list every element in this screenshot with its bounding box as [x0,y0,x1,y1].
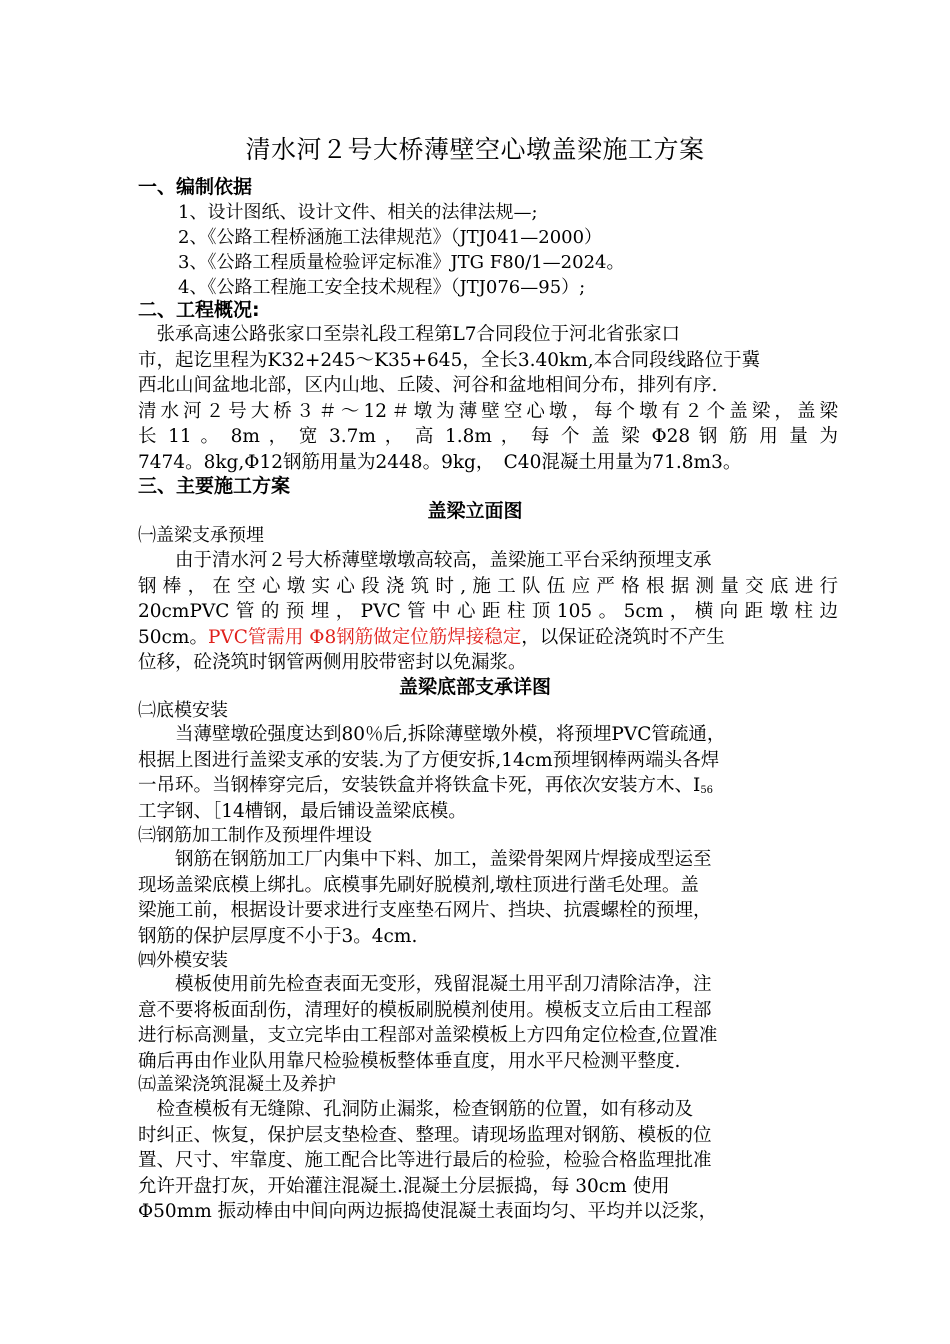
reference-item-4: 4、《公路工程施工安全技术规程》（JTJ076—95）; [178,277,586,298]
paragraph-line: 进行标高测量，支立完毕由工程部对盖梁模板上方四角定位检查,位置准 [138,1025,718,1047]
paragraph-line: 西北山间盆地北部，区内山地、丘陵、河谷和盆地相间分布，排列有序. [138,375,718,397]
subsection-3-paragraph [138,847,838,949]
paragraph-line [138,773,838,799]
paragraph-line: 检查模板有无缝隙、孔洞防止漏浆，检查钢筋的位置，如有移动及 [138,1099,694,1120]
paragraph-line: 清水河２号大桥３＃～12＃墩为薄壁空心墩，每个墩有２个盖梁，盖梁 [138,400,838,422]
section-heading-plan: 三、主要施工方案 [138,475,291,497]
section-heading-basis: 一、编制依据 [138,176,253,198]
paragraph-line: 钢筋的保护层厚度不小于3。4cm. [138,925,418,947]
highlighted-text: PVC管需用 Φ8钢筋做定位筋焊接稳定 [207,626,522,648]
paragraph-line: 确后再由作业队用靠尺检验模板整体垂直度，用水平尺检测平整度. [138,1050,681,1072]
paragraph-line: 由于清水河２号大桥薄壁墩墩高较高，盖梁施工平台采纳预埋支承 [138,550,712,571]
paragraph-line: 根据上图进行盖梁支承的安装.为了方便安拆,14cm预埋钢棒两端头各焊 [138,749,720,771]
reference-item-3: 3、《公路工程质量检验评定标准》JTG F80/1—2024。 [178,252,625,273]
subsection-title-2: ㈡底模安装 [138,700,228,721]
paragraph-line: Φ50mm 振动棒由中间向两边振捣使混凝土表面均匀、平均并以泛浆， [138,1201,718,1223]
paragraph-line: 钢棒，在空心墩实心段浇筑时,施工队伍应严格根据测量交底进行 [138,575,838,597]
text-fragment: ，以保证砼浇筑时不产生 [521,626,725,648]
paragraph-line: 张承高速公路张家口至崇礼段工程第L7合同段位于河北省张家口 [138,324,681,345]
subscript: 56 [700,785,714,797]
paragraph-line: 意不要将板面刮伤，清理好的模板刷脱模剂使用。模板支立后由工程部 [138,999,712,1021]
section-heading-overview: 二、工程概况: [138,299,260,321]
overview-paragraph [138,322,838,476]
subsection-5-paragraph [138,1097,838,1225]
paragraph-line: 长 11 。 8m ， 宽 3.7m ， 高 1.8m ， 每 个 盖 梁 Φ28 钢 筋 用 量 为 [138,426,838,448]
figure-caption-elevation: 盖梁立面图 [427,500,523,522]
paragraph-line: 20cmPVC管的预埋，PVC管中心距柱顶105。5cm，横向距墩柱边 [138,601,838,623]
paragraph-line: 7474。8kg,Φ12钢筋用量为2448。9kg， C40混凝土用量为71.8m3。 [138,451,742,473]
paragraph-line: 允许开盘打灰，开始灌注混凝土.混凝土分层振捣，每 30cm 使用 [138,1175,670,1197]
subsection-title-5: ㈤盖梁浇筑混凝土及养护 [138,1074,336,1095]
text-fragment: 50cm。 [138,626,208,648]
subsection-2-paragraph [138,722,838,824]
subsection-4-paragraph [138,972,838,1074]
reference-item-2: 2、《公路工程桥涵施工法律规范》（JTJ041—2000） [178,227,603,248]
paragraph-line: 钢筋在钢筋加工厂内集中下料、加工，盖梁骨架网片焊接成型运至 [138,849,712,870]
subsection-title-1: ㈠盖梁支承预埋 [138,525,264,546]
subsection-1-paragraph [138,548,838,676]
reference-item-1: 1、设计图纸、设计文件、相关的法律法规—; [178,202,538,223]
paragraph-line: 当薄壁墩砼强度达到80％后,拆除薄壁墩外模，将预埋PVC管疏通， [138,724,726,745]
paragraph-line: 梁施工前，根据设计要求进行支座垫石网片、挡块、抗震螺栓的预埋， [138,900,712,922]
paragraph-line: 现场盖梁底模上绑扎。底模事先刷好脱模剂,墩柱顶进行凿毛处理。盖 [138,874,699,896]
page-title: 清水河２号大桥薄壁空心墩盖梁施工方案 [245,135,705,164]
paragraph-line [138,625,838,651]
paragraph-line: 置、尺寸、牢靠度、施工配合比等进行最后的检验，检验合格监理批准 [138,1150,712,1172]
subsection-title-3: ㈢钢筋加工制作及预埋件埋设 [138,825,372,846]
paragraph-line: 模板使用前先检查表面无变形，残留混凝土用平刮刀清除洁净，注 [138,974,712,995]
text-fragment: 一吊环。当钢棒穿完后，安装铁盒并将铁盒卡死，再依次安装方木、I [138,775,701,797]
subsection-title-4: ㈣外模安装 [138,950,228,971]
paragraph-line: 工字钢、［14槽钢，最后铺设盖梁底模。 [138,800,467,822]
figure-caption-bottom-support: 盖梁底部支承详图 [398,676,551,698]
paragraph-line: 位移，砼浇筑时钢管两侧用胶带密封以免漏浆。 [138,652,527,674]
paragraph-line: 时纠正、恢复，保护层支垫检查、整理。请现场监理对钢筋、模板的位 [138,1124,712,1146]
paragraph-line: 市，起讫里程为K32+245～K35+645，全长3.40km,本合同段线路位于冀 [138,349,761,371]
